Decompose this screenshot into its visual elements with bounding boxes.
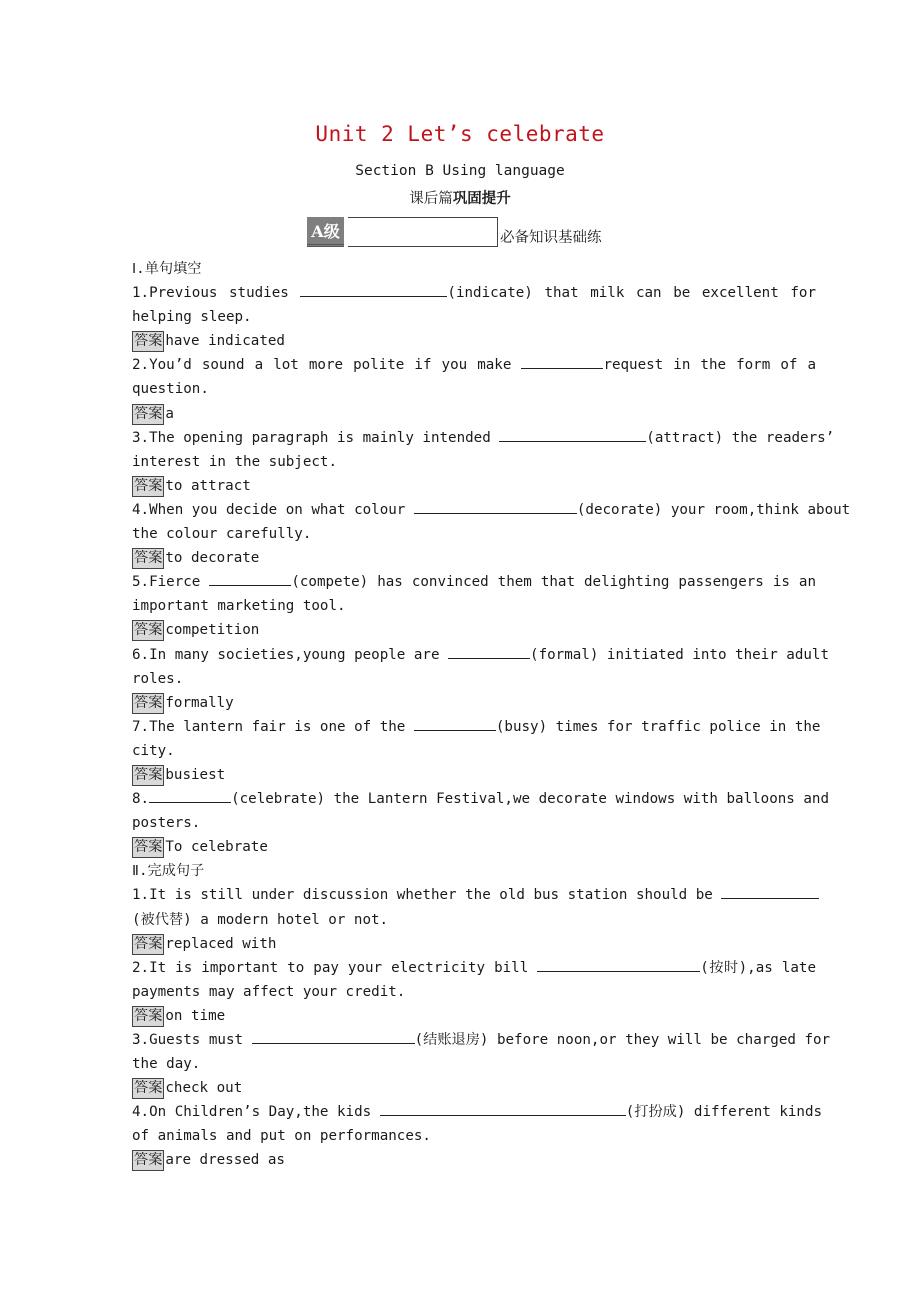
after-class-heading bbox=[0, 187, 920, 208]
question-text: 8. bbox=[132, 791, 150, 808]
question-line bbox=[132, 643, 830, 667]
answer-line bbox=[132, 618, 816, 642]
question-line bbox=[132, 353, 816, 377]
question-text-rest: (busy) times for traffic police in the bbox=[495, 718, 821, 735]
after-class-bold: 巩固提升 bbox=[452, 190, 511, 207]
question-line bbox=[132, 426, 835, 450]
question-item bbox=[132, 715, 821, 787]
question-line-continued: question. bbox=[132, 381, 209, 398]
question-line-continued: helping sleep. bbox=[132, 309, 252, 326]
question-item bbox=[132, 1100, 823, 1172]
answer-blank[interactable] bbox=[209, 571, 291, 586]
answer-line bbox=[132, 402, 816, 426]
answer-text: to decorate bbox=[165, 550, 260, 567]
part1-heading: Ⅰ.单句填空 bbox=[132, 261, 202, 277]
answer-blank[interactable] bbox=[300, 282, 447, 297]
answer-text: on time bbox=[165, 1007, 226, 1024]
question-text: 7.The lantern fair is one of the bbox=[132, 718, 414, 735]
answer-line bbox=[132, 1148, 816, 1172]
question-text: 3.Guests must bbox=[132, 1032, 252, 1048]
question-line-continued: city. bbox=[132, 742, 175, 759]
question-text-rest: (结账退房) before noon,or they will be charged for bbox=[414, 1032, 831, 1048]
section-subtitle: Section B Using language bbox=[355, 163, 565, 179]
answer-text: check out bbox=[165, 1080, 243, 1097]
question-line bbox=[132, 1100, 823, 1124]
question-text-rest: (按时),as late bbox=[700, 959, 816, 976]
answer-text: formally bbox=[165, 694, 234, 711]
answer-tag: 答案 bbox=[132, 1006, 164, 1027]
question-text: 3.The opening paragraph is mainly intended bbox=[132, 429, 500, 446]
question-item bbox=[132, 883, 816, 955]
answer-blank[interactable] bbox=[149, 788, 231, 803]
answer-text: are dressed as bbox=[165, 1152, 285, 1169]
answer-blank[interactable] bbox=[499, 427, 646, 442]
exercise-content bbox=[132, 257, 851, 1173]
question-text-rest: (compete) has convinced them that delighting passengers is an bbox=[291, 574, 816, 591]
answer-line bbox=[132, 1004, 816, 1028]
question-item bbox=[132, 643, 830, 715]
question-line bbox=[132, 570, 816, 594]
question-text: 4.On Children’s Day,the kids bbox=[132, 1104, 380, 1121]
question-line-continued: important marketing tool. bbox=[132, 598, 346, 615]
answer-text: to attract bbox=[165, 477, 251, 494]
question-item bbox=[132, 353, 816, 425]
question-item bbox=[132, 570, 816, 642]
question-line bbox=[132, 715, 821, 739]
question-line-continued: (被代替) a modern hotel or not. bbox=[132, 911, 389, 928]
answer-blank[interactable] bbox=[380, 1101, 626, 1116]
question-text-rest: (celebrate) the Lantern Festival,we decorate windows with balloons and bbox=[231, 791, 830, 808]
question-text: 2.It is important to pay your electricity bill bbox=[132, 959, 538, 976]
question-line-continued: posters. bbox=[132, 815, 201, 832]
answer-line bbox=[132, 546, 816, 570]
part2-heading: Ⅱ.完成句子 bbox=[132, 863, 205, 880]
question-line bbox=[132, 281, 816, 305]
after-class-prefix: 课后篇 bbox=[409, 191, 453, 207]
question-item bbox=[132, 281, 816, 353]
question-text: 5.Fierce bbox=[132, 574, 210, 591]
question-item bbox=[132, 1028, 831, 1100]
answer-line bbox=[132, 1076, 816, 1100]
answer-tag: 答案 bbox=[132, 837, 164, 858]
level-box bbox=[348, 217, 498, 247]
part1-list bbox=[132, 281, 851, 859]
question-text: 2.You’d sound a lot more polite if you make bbox=[132, 357, 522, 374]
question-item bbox=[132, 956, 816, 1028]
question-text-rest: (打扮成) different kinds bbox=[625, 1104, 823, 1121]
answer-text: To celebrate bbox=[165, 839, 268, 856]
answer-text: replaced with bbox=[165, 935, 277, 952]
question-text-rest: (formal) initiated into their adult bbox=[530, 646, 830, 663]
question-line-continued: of animals and put on performances. bbox=[132, 1128, 431, 1145]
answer-line bbox=[132, 835, 816, 859]
answer-tag: 答案 bbox=[132, 476, 164, 497]
answer-text: competition bbox=[165, 622, 260, 639]
answer-line bbox=[132, 329, 816, 353]
answer-tag: 答案 bbox=[132, 1150, 164, 1171]
answer-text: have indicated bbox=[165, 333, 285, 350]
question-text: 6.In many societies,young people are bbox=[132, 646, 449, 663]
question-line bbox=[132, 883, 816, 907]
answer-line bbox=[132, 474, 816, 498]
part2-list bbox=[132, 883, 831, 1172]
question-item bbox=[132, 787, 830, 859]
level-badge: A级 bbox=[307, 217, 344, 247]
answer-blank[interactable] bbox=[521, 354, 603, 369]
question-line bbox=[132, 956, 816, 980]
answer-tag: 答案 bbox=[132, 765, 164, 786]
question-line-continued: interest in the subject. bbox=[132, 453, 337, 470]
question-line-continued: payments may affect your credit. bbox=[132, 983, 406, 1000]
question-line bbox=[132, 498, 851, 522]
question-line-continued: the colour carefully. bbox=[132, 526, 312, 543]
answer-blank[interactable] bbox=[537, 957, 700, 972]
answer-line bbox=[132, 763, 816, 787]
question-text: 1.It is still under discussion whether the old bus station should be bbox=[132, 887, 722, 904]
answer-blank[interactable] bbox=[721, 884, 819, 899]
question-text: 1.Previous studies bbox=[132, 285, 301, 302]
answer-text: busiest bbox=[165, 766, 226, 783]
answer-blank[interactable] bbox=[414, 716, 496, 731]
question-line bbox=[132, 787, 830, 811]
page-title: Unit 2 Let’s celebrate bbox=[315, 122, 605, 146]
answer-line bbox=[132, 932, 816, 956]
question-text: 4.When you decide on what colour bbox=[132, 501, 414, 518]
level-label: 必备知识基础练 bbox=[500, 230, 602, 246]
question-text-rest: (attract) the readers’ bbox=[646, 429, 835, 446]
question-line-continued: the day. bbox=[132, 1056, 201, 1073]
question-line-continued: roles. bbox=[132, 670, 184, 687]
question-text-rest: request in the form of a bbox=[603, 357, 816, 374]
question-item bbox=[132, 426, 835, 498]
question-text-rest: (indicate) that milk can be excellent for bbox=[447, 285, 816, 302]
level-banner bbox=[307, 213, 602, 247]
answer-line bbox=[132, 691, 816, 715]
answer-tag: 答案 bbox=[132, 620, 164, 641]
answer-tag: 答案 bbox=[132, 693, 164, 714]
answer-tag: 答案 bbox=[132, 934, 164, 955]
answer-blank[interactable] bbox=[414, 499, 577, 514]
question-line bbox=[132, 1028, 831, 1052]
answer-tag: 答案 bbox=[132, 1078, 164, 1099]
answer-tag: 答案 bbox=[132, 331, 164, 352]
answer-tag: 答案 bbox=[132, 548, 164, 569]
question-item bbox=[132, 498, 851, 570]
answer-blank[interactable] bbox=[448, 644, 530, 659]
question-text-rest: (decorate) your room,think about bbox=[576, 501, 851, 518]
answer-blank[interactable] bbox=[252, 1029, 415, 1044]
answer-text: a bbox=[165, 405, 174, 422]
answer-tag: 答案 bbox=[132, 404, 164, 425]
